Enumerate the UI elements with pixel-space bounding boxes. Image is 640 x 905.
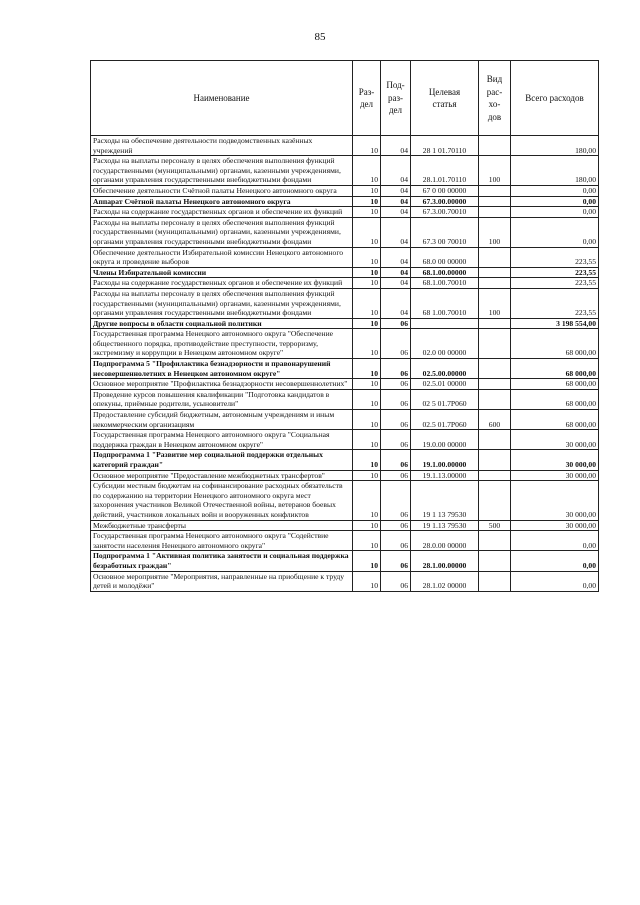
cell-podrazdel: 06	[381, 359, 411, 379]
cell-celevaya: 02.0 00 00000	[411, 329, 479, 359]
cell-total: 3 198 554,00	[511, 318, 599, 329]
cell-total: 68 000,00	[511, 359, 599, 379]
table-row	[91, 318, 599, 329]
cell-podrazdel: 06	[381, 318, 411, 329]
table-row	[91, 389, 599, 409]
cell-razdel: 10	[353, 196, 381, 207]
cell-podrazdel: 06	[381, 430, 411, 450]
cell-celevaya: 68.1.00.70010	[411, 278, 479, 289]
cell-total: 68 000,00	[511, 379, 599, 390]
cell-razdel: 10	[353, 278, 381, 289]
cell-name: Обеспечение деятельности Счётной палаты Ненецкого автономного округа	[91, 185, 353, 196]
cell-name: Расходы на выплаты персоналу в целях обеспечения выполнения функций государственными (муниципальными) органами, казенными учреждениями, органами управления государственными внебюджетными фондами	[91, 217, 353, 247]
cell-podrazdel: 06	[381, 481, 411, 520]
header-celevaya: Целевая статья	[411, 61, 479, 136]
cell-celevaya: 68.0 00 00000	[411, 247, 479, 267]
table-row	[91, 551, 599, 571]
table-row	[91, 278, 599, 289]
cell-podrazdel: 06	[381, 520, 411, 531]
cell-razdel: 10	[353, 379, 381, 390]
cell-razdel: 10	[353, 551, 381, 571]
cell-name: Государственная программа Ненецкого автономного округа "Содействие занятости населения Ненецкого автономного округа"	[91, 531, 353, 551]
cell-podrazdel: 04	[381, 278, 411, 289]
cell-celevaya: 67 0 00 00000	[411, 185, 479, 196]
cell-vid	[479, 379, 511, 390]
cell-vid	[479, 470, 511, 481]
cell-vid	[479, 185, 511, 196]
cell-vid: 100	[479, 288, 511, 318]
cell-total: 30 000,00	[511, 470, 599, 481]
table-row	[91, 247, 599, 267]
cell-total: 0,00	[511, 551, 599, 571]
cell-vid	[479, 481, 511, 520]
cell-total: 0,00	[511, 185, 599, 196]
cell-name: Подпрограмма 5 "Профилактика безнадзорности и правонарушений несовершеннолетних в Ненецком автономном округе"	[91, 359, 353, 379]
cell-razdel: 10	[353, 156, 381, 186]
cell-razdel: 10	[353, 389, 381, 409]
cell-podrazdel: 06	[381, 470, 411, 481]
cell-name: Проведение курсов повышения квалификации "Подготовка кандидатов в опекуны, приёмные родители, усыновители"	[91, 389, 353, 409]
cell-celevaya: 19.1.00.00000	[411, 450, 479, 470]
cell-name: Государственная программа Ненецкого автономного округа "Обеспечение общественного порядка, противодействие преступности, терроризму, экстремизму и коррупции в Ненецком автономном округе"	[91, 329, 353, 359]
table-row	[91, 267, 599, 278]
cell-razdel: 10	[353, 430, 381, 450]
table-row	[91, 329, 599, 359]
cell-celevaya: 19.1.13.00000	[411, 470, 479, 481]
cell-total: 223,55	[511, 278, 599, 289]
cell-vid	[479, 267, 511, 278]
cell-vid	[479, 571, 511, 591]
cell-celevaya: 02.5.01 00000	[411, 379, 479, 390]
cell-razdel: 10	[353, 185, 381, 196]
cell-vid: 600	[479, 410, 511, 430]
cell-podrazdel: 04	[381, 196, 411, 207]
cell-podrazdel: 04	[381, 136, 411, 156]
cell-vid	[479, 531, 511, 551]
cell-podrazdel: 06	[381, 571, 411, 591]
cell-vid	[479, 551, 511, 571]
cell-vid: 100	[479, 156, 511, 186]
cell-name: Члены Избирательной комиссии	[91, 267, 353, 278]
cell-podrazdel: 06	[381, 531, 411, 551]
table-row	[91, 520, 599, 531]
cell-vid: 500	[479, 520, 511, 531]
cell-celevaya: 02.5.00.00000	[411, 359, 479, 379]
cell-razdel: 10	[353, 470, 381, 481]
cell-razdel: 10	[353, 329, 381, 359]
cell-razdel: 10	[353, 359, 381, 379]
table-row	[91, 410, 599, 430]
cell-celevaya: 68 1.00.70010	[411, 288, 479, 318]
table-row	[91, 571, 599, 591]
cell-celevaya: 19.0.00 00000	[411, 430, 479, 450]
cell-name: Межбюджетные трансферты	[91, 520, 353, 531]
page-number: 85	[314, 31, 326, 43]
cell-podrazdel: 06	[381, 410, 411, 430]
cell-celevaya: 28.0.00 00000	[411, 531, 479, 551]
cell-name: Расходы на содержание государственных органов и обеспечение их функций	[91, 278, 353, 289]
cell-razdel: 10	[353, 410, 381, 430]
budget-table	[90, 60, 599, 592]
cell-vid	[479, 389, 511, 409]
cell-podrazdel: 04	[381, 267, 411, 278]
cell-name: Основное мероприятие "Профилактика безнадзорности несовершеннолетних"	[91, 379, 353, 390]
cell-podrazdel: 04	[381, 217, 411, 247]
table-row	[91, 288, 599, 318]
cell-name: Основное мероприятие "Предоставление межбюджетных трансфертов"	[91, 470, 353, 481]
table-body	[91, 136, 599, 592]
cell-razdel: 10	[353, 247, 381, 267]
cell-total: 30 000,00	[511, 481, 599, 520]
cell-vid: 100	[479, 217, 511, 247]
cell-podrazdel: 06	[381, 379, 411, 390]
header-total: Всего расходов	[511, 61, 599, 136]
cell-vid	[479, 430, 511, 450]
cell-total: 223,55	[511, 288, 599, 318]
cell-name: Субсидии местным бюджетам на софинансирование расходных обязательств по содержанию на территории Ненецкого автономного округа мест захоронения участников Великой Отечественной войны, ветеранов боевых действий, участников локальных войн и вооруженных конфликтов	[91, 481, 353, 520]
cell-name: Другие вопросы в области социальной политики	[91, 318, 353, 329]
table-row	[91, 217, 599, 247]
cell-name: Обеспечение деятельности Избирательной комиссии Ненецкого автономного округа и проведение выборов	[91, 247, 353, 267]
cell-razdel: 10	[353, 571, 381, 591]
cell-razdel: 10	[353, 207, 381, 218]
cell-vid	[479, 196, 511, 207]
cell-celevaya: 19 1 13 79530	[411, 481, 479, 520]
table-row	[91, 207, 599, 218]
cell-name: Основное мероприятие "Мероприятия, направленные на приобщение к труду детей и молодёжи"	[91, 571, 353, 591]
cell-total: 68 000,00	[511, 329, 599, 359]
cell-total: 0,00	[511, 217, 599, 247]
cell-name: Предоставление субсидий бюджетным, автономным учреждениям и иным некоммерческим организациям	[91, 410, 353, 430]
cell-celevaya: 67.3 00 70010	[411, 217, 479, 247]
cell-total: 0,00	[511, 207, 599, 218]
cell-podrazdel: 04	[381, 156, 411, 186]
cell-celevaya: 67.3.00.00000	[411, 196, 479, 207]
cell-podrazdel: 04	[381, 185, 411, 196]
cell-name: Расходы на содержание государственных органов и обеспечение их функций	[91, 207, 353, 218]
cell-podrazdel: 06	[381, 450, 411, 470]
cell-celevaya	[411, 318, 479, 329]
cell-razdel: 10	[353, 136, 381, 156]
cell-celevaya: 28 1 01.70110	[411, 136, 479, 156]
cell-name: Аппарат Счётной палаты Ненецкого автономного округа	[91, 196, 353, 207]
cell-podrazdel: 04	[381, 288, 411, 318]
table-row	[91, 136, 599, 156]
header-podrazdel: Под- раз- дел	[381, 61, 411, 136]
cell-total: 0,00	[511, 531, 599, 551]
header-razdel: Раз- дел	[353, 61, 381, 136]
table-row	[91, 470, 599, 481]
cell-vid	[479, 318, 511, 329]
cell-total: 180,00	[511, 156, 599, 186]
cell-total: 68 000,00	[511, 410, 599, 430]
cell-podrazdel: 04	[381, 207, 411, 218]
cell-razdel: 10	[353, 318, 381, 329]
cell-razdel: 10	[353, 520, 381, 531]
cell-celevaya: 28.1.01.70110	[411, 156, 479, 186]
cell-celevaya: 68.1.00.00000	[411, 267, 479, 278]
cell-vid	[479, 278, 511, 289]
cell-celevaya: 02.5 01.7P060	[411, 410, 479, 430]
cell-total: 180,00	[511, 136, 599, 156]
cell-vid	[479, 359, 511, 379]
cell-total: 223,55	[511, 267, 599, 278]
cell-podrazdel: 04	[381, 247, 411, 267]
cell-celevaya: 19 1.13 79530	[411, 520, 479, 531]
cell-razdel: 10	[353, 450, 381, 470]
table-row	[91, 359, 599, 379]
table-row	[91, 531, 599, 551]
cell-vid	[479, 329, 511, 359]
cell-celevaya: 67.3.00.70010	[411, 207, 479, 218]
cell-total: 223,55	[511, 247, 599, 267]
cell-razdel: 10	[353, 481, 381, 520]
cell-total: 0,00	[511, 196, 599, 207]
cell-total: 0,00	[511, 571, 599, 591]
table-row	[91, 430, 599, 450]
cell-podrazdel: 06	[381, 389, 411, 409]
cell-total: 30 000,00	[511, 430, 599, 450]
cell-vid	[479, 247, 511, 267]
table-row	[91, 185, 599, 196]
cell-razdel: 10	[353, 267, 381, 278]
cell-name: Расходы на обеспечение деятельности подведомственных казённых учреждений	[91, 136, 353, 156]
table-row	[91, 379, 599, 390]
cell-vid	[479, 136, 511, 156]
cell-total: 30 000,00	[511, 520, 599, 531]
cell-name: Расходы на выплаты персоналу в целях обеспечения выполнения функций государственными (муниципальными) органами, казенными учреждениями, органами управления государственными внебюджетными фондами	[91, 288, 353, 318]
cell-podrazdel: 06	[381, 329, 411, 359]
cell-celevaya: 28.1.00.00000	[411, 551, 479, 571]
cell-vid	[479, 207, 511, 218]
cell-razdel: 10	[353, 288, 381, 318]
cell-total: 68 000,00	[511, 389, 599, 409]
table-row	[91, 156, 599, 186]
cell-vid	[479, 450, 511, 470]
cell-name: Подпрограмма 1 "Активная политика занятости и социальная поддержка безработных граждан"	[91, 551, 353, 571]
cell-name: Расходы на выплаты персоналу в целях обеспечения выполнения функций государственными (муниципальными) органами, казенными учреждениями, органами управления государственными внебюджетными фондами	[91, 156, 353, 186]
table-header-row	[91, 61, 599, 136]
cell-podrazdel: 06	[381, 551, 411, 571]
header-name: Наименование	[91, 61, 353, 136]
table-row	[91, 196, 599, 207]
table-row	[91, 450, 599, 470]
cell-total: 30 000,00	[511, 450, 599, 470]
table-row	[91, 481, 599, 520]
cell-razdel: 10	[353, 531, 381, 551]
cell-razdel: 10	[353, 217, 381, 247]
cell-celevaya: 28.1.02 00000	[411, 571, 479, 591]
cell-name: Подпрограмма 1 "Развитие мер социальной поддержки отдельных категорий граждан"	[91, 450, 353, 470]
cell-name: Государственная программа Ненецкого автономного округа "Социальная поддержка граждан в Ненецком автономном округе"	[91, 430, 353, 450]
cell-celevaya: 02 5 01.7P060	[411, 389, 479, 409]
header-vid: Вид рас- хо- дов	[479, 61, 511, 136]
